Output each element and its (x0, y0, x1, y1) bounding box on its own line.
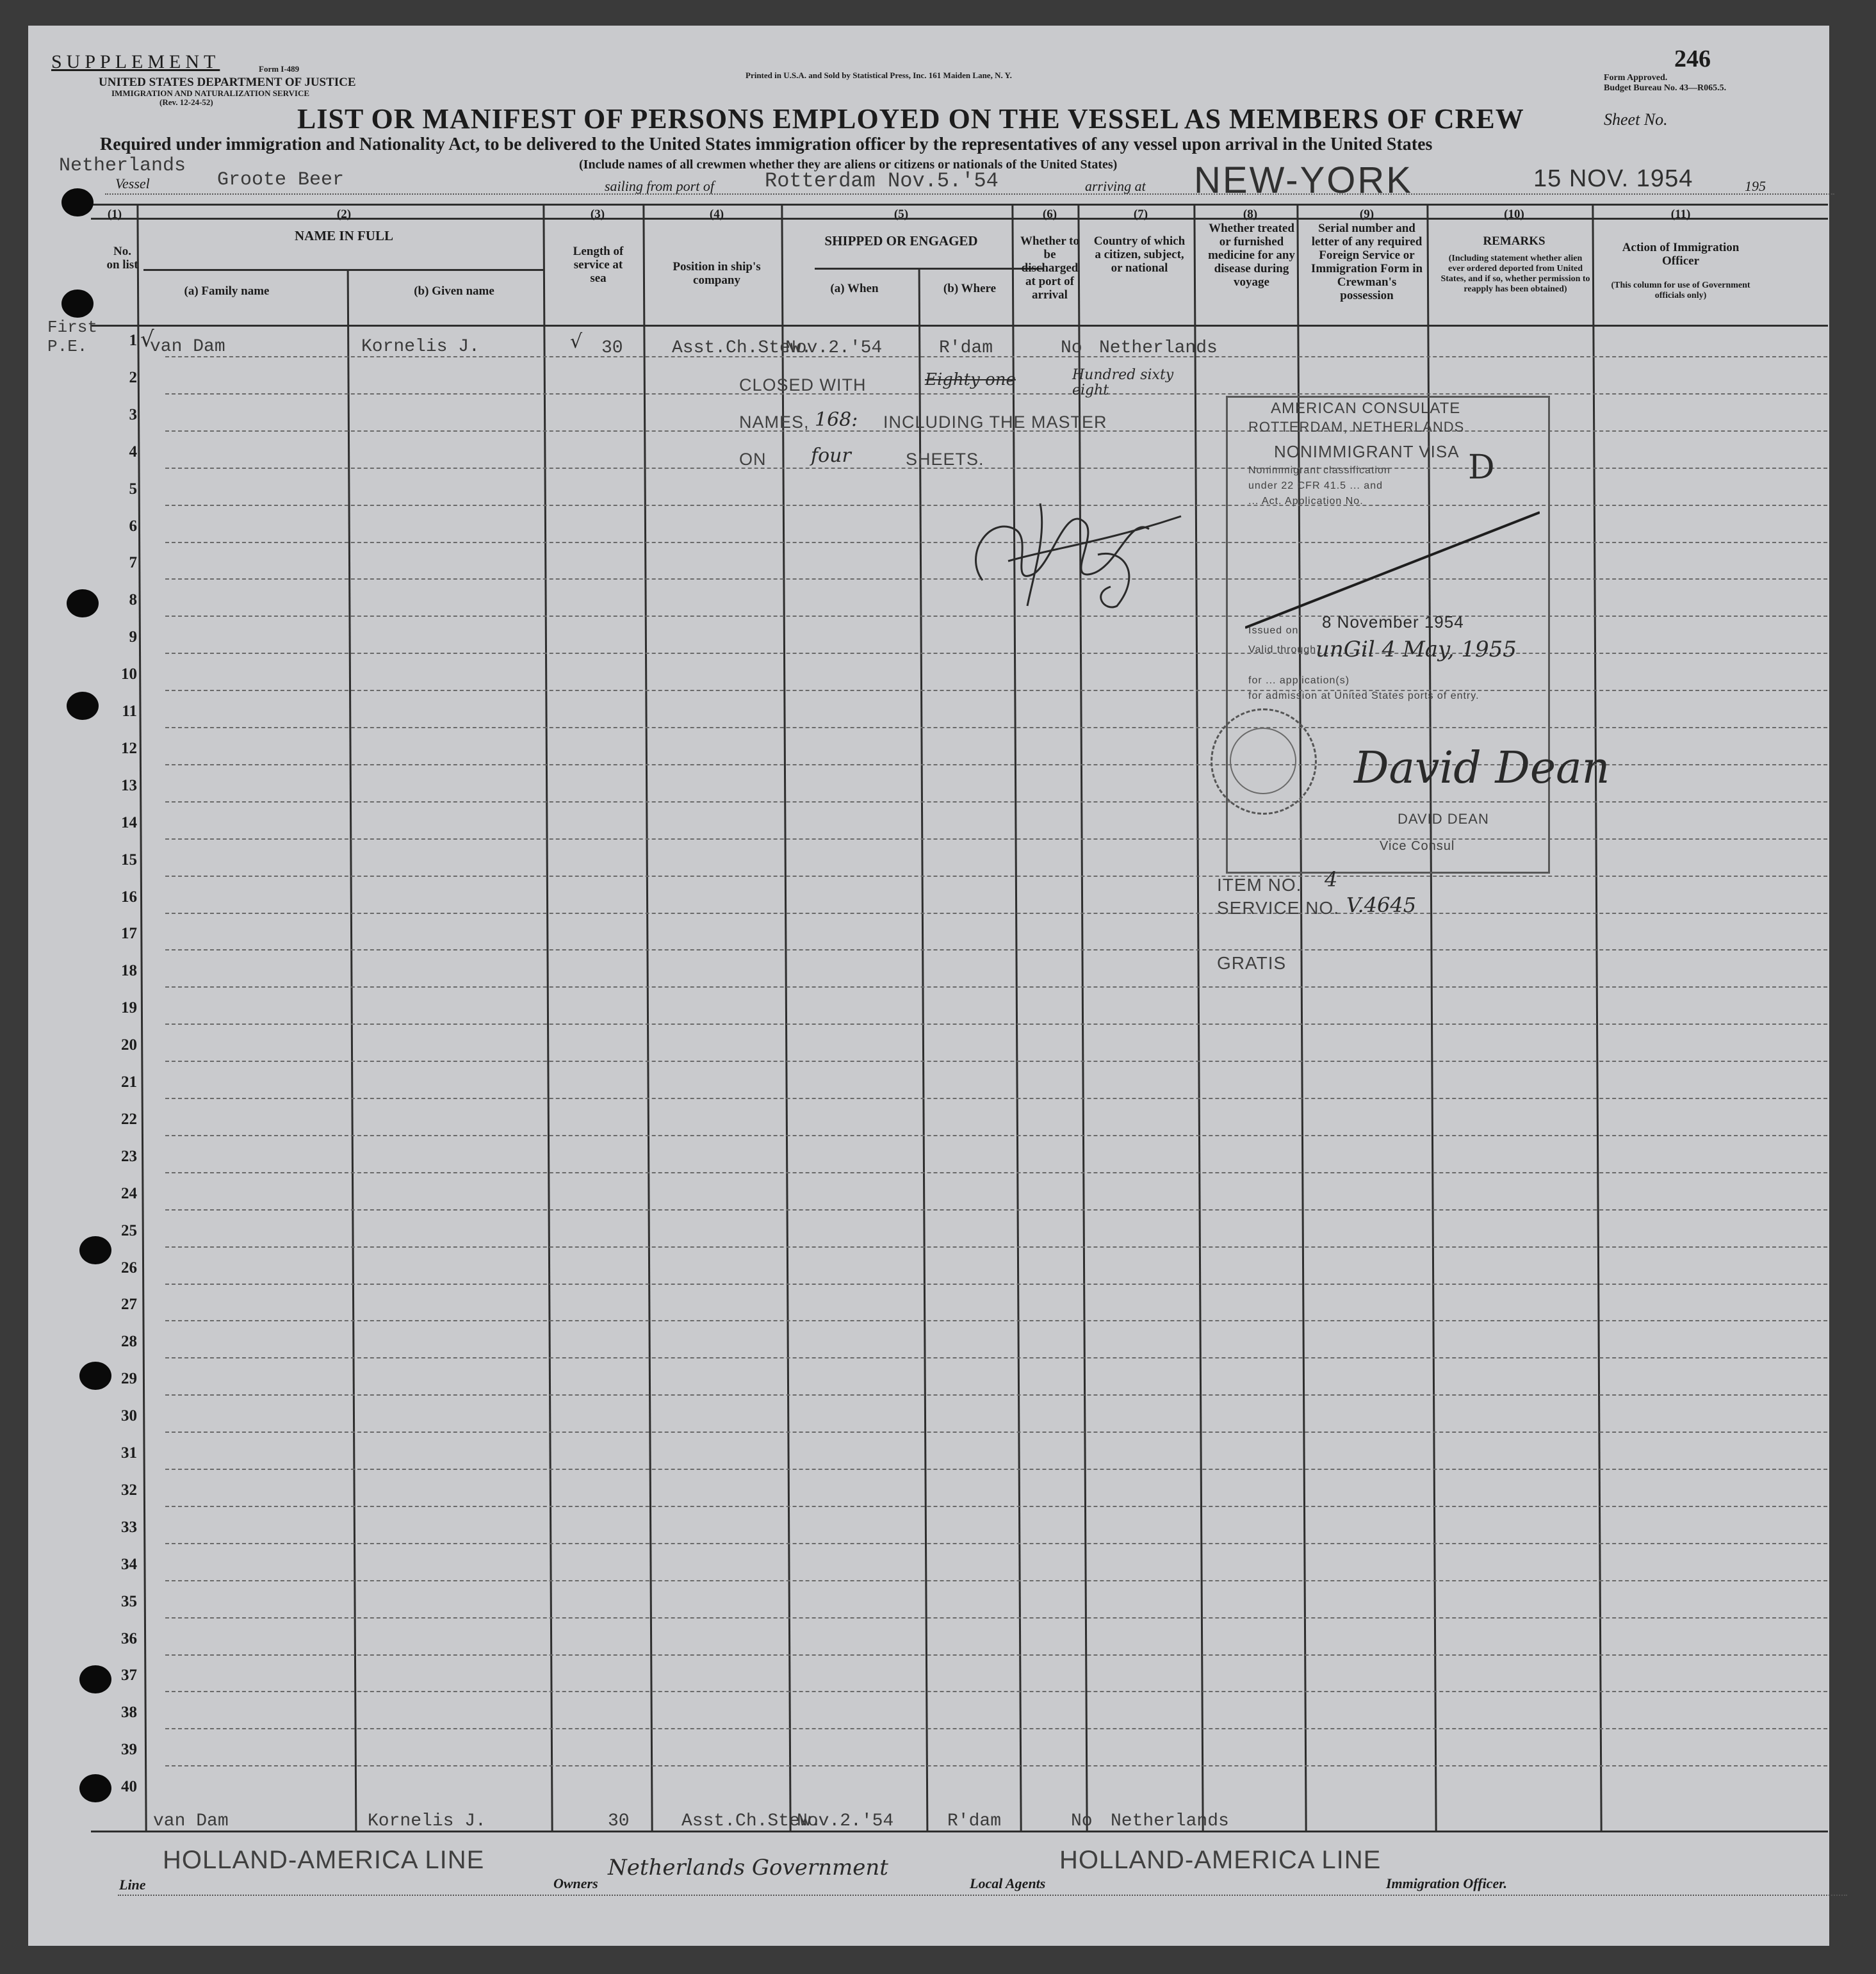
row-rule (165, 1209, 1827, 1211)
col-divider-5 (1011, 204, 1022, 1831)
row-rule (165, 1098, 1827, 1099)
row-number: 34 (121, 1555, 137, 1573)
row-rule (165, 1172, 1827, 1173)
row-number: 22 (121, 1110, 137, 1128)
col-divider-6 (1077, 204, 1088, 1831)
supplement-label: SUPPLEMENT (51, 51, 220, 72)
col5b-label: (b) Where (943, 282, 997, 295)
form-approved: Form Approved. (1604, 73, 1668, 83)
col11-number: (11) (1670, 208, 1691, 221)
sheet-page-number: 246 (1674, 45, 1711, 72)
col1-number: (1) (107, 208, 122, 221)
bottom-where: R'dam (947, 1811, 1002, 1831)
sheet-no-label: Sheet No. (1604, 110, 1668, 129)
row-rule (165, 913, 1827, 914)
col9-number: (9) (1359, 208, 1374, 221)
vessel-label: Vessel (115, 175, 150, 192)
col7-label: Country of which a citizen, subject, or national (1093, 234, 1186, 275)
arrival-port-stamp: NEW-YORK (1194, 159, 1413, 201)
closed-with-label: CLOSED WITH (739, 375, 867, 395)
bottom-given-name: Kornelis J. (368, 1811, 486, 1831)
sheets-value: four (811, 445, 851, 467)
row-number: 4 (129, 443, 137, 461)
col-divider-7 (1193, 204, 1203, 1831)
on-label: ON (739, 450, 767, 469)
manifest-note: (Include names of all crewmen whether they are aliens or citizens or nationals of the United States) (579, 158, 1118, 172)
consul-title: Vice Consul (1380, 839, 1455, 853)
row-rule (165, 1506, 1827, 1507)
col3-label: Length of service at sea (573, 245, 624, 285)
row-number: 17 (121, 925, 137, 943)
row-rule (165, 838, 1827, 840)
names-value: 168: (815, 409, 858, 431)
footer-rule (118, 1895, 1847, 1896)
row-number: 6 (129, 517, 137, 535)
row-rule (165, 1617, 1827, 1619)
consul-signature: David Dean (1354, 743, 1610, 794)
row-rule (165, 1246, 1827, 1248)
row-rule (165, 876, 1827, 877)
row-number: 10 (121, 665, 137, 683)
col6-number: (6) (1042, 208, 1057, 221)
col7-number: (7) (1133, 208, 1148, 221)
issued-date: 8 November 1954 (1322, 612, 1464, 632)
row-rule (165, 1580, 1827, 1581)
punch-hole (67, 589, 99, 617)
sailing-port-date: Rotterdam Nov.5.'54 (765, 169, 999, 193)
row-number: 9 (129, 628, 137, 646)
owners-label: Owners (553, 1875, 598, 1891)
col2-label: NAME IN FULL (294, 228, 393, 243)
arrival-date-stamp: 15 NOV. 1954 (1533, 165, 1693, 192)
row-number: 37 (121, 1667, 137, 1684)
punch-hole (79, 1362, 111, 1390)
sailing-label: sailing from port of (605, 178, 714, 194)
row-number: 8 (129, 591, 137, 609)
col2-number: (2) (336, 208, 352, 221)
issued-label: Issued on (1248, 625, 1299, 636)
row-rule (165, 1432, 1827, 1433)
row-number: 7 (129, 554, 137, 572)
row-rule (165, 393, 1827, 395)
row-rule (165, 1543, 1827, 1544)
consulate-line-6: ... Act. Application No. (1248, 496, 1364, 507)
ports-line: for admission at United States ports of entry. (1248, 690, 1480, 701)
row-number: 38 (121, 1704, 137, 1722)
punch-hole (61, 290, 94, 318)
names-label: NAMES, (739, 412, 810, 432)
col8-number: (8) (1243, 208, 1258, 221)
item-no-label: ITEM NO. (1217, 875, 1302, 895)
consulate-line-1: AMERICAN CONSULATE (1271, 400, 1461, 417)
row-number: 28 (121, 1333, 137, 1351)
row-number: 18 (121, 962, 137, 980)
revision-date: (Rev. 12-24-52) (159, 97, 213, 107)
row-rule (165, 727, 1827, 728)
col5-number: (5) (893, 208, 909, 221)
consulate-line-3: NONIMMIGRANT VISA (1274, 442, 1460, 461)
manifest-subtitle: Required under immigration and Nationality Act, to be delivered to the United States immigration officer by the representatives of any vessel upon arrival in the United States (100, 135, 1433, 154)
row-number: 21 (121, 1073, 137, 1091)
row-rule (165, 1765, 1827, 1766)
entry-check-mark: √ (140, 327, 154, 352)
row-rule (165, 1024, 1827, 1025)
official-initials-signature (938, 478, 1207, 619)
row-rule (165, 468, 1827, 469)
row-number: 29 (121, 1370, 137, 1388)
line-label: Line (119, 1877, 146, 1893)
row-rule (165, 1394, 1827, 1396)
punch-hole (79, 1774, 111, 1802)
valid-date: unGil 4 May, 1955 (1316, 637, 1517, 662)
row-number: 16 (121, 888, 137, 906)
col4-number: (4) (709, 208, 724, 221)
bottom-when: Nov.2.'54 (797, 1811, 894, 1831)
arriving-label: arriving at (1085, 178, 1146, 194)
consulate-line-4: Nonimmigrant classification (1248, 465, 1391, 476)
item-no-value: 4 (1325, 867, 1338, 892)
department-name: UNITED STATES DEPARTMENT OF JUSTICE (99, 76, 356, 89)
line-value: HOLLAND-AMERICA LINE (163, 1846, 485, 1874)
row-number: 35 (121, 1592, 137, 1610)
service-no-value: V.4645 (1346, 893, 1417, 917)
row-rule (165, 1284, 1827, 1285)
col-divider-2a (347, 269, 357, 1831)
row-number: 33 (121, 1518, 137, 1536)
closed-struck-text: Eighty one (925, 370, 1016, 389)
row-number: 11 (122, 703, 137, 720)
budget-bureau: Budget Bureau No. 43—R065.5. (1604, 83, 1727, 93)
punch-hole (67, 692, 99, 720)
row-number: 3 (129, 405, 137, 423)
col8-label: Whether treated or furnished medicine for any disease during voyage (1208, 222, 1295, 289)
col-divider-4 (781, 204, 791, 1831)
valid-label: Valid through (1248, 644, 1317, 655)
row-number: 15 (121, 851, 137, 869)
entry-family-name: van Dam (150, 337, 225, 357)
entry-position: Asst.Ch.Stew. (672, 338, 812, 358)
row-number: 12 (121, 739, 137, 757)
col-divider-1 (136, 204, 147, 1831)
row-rule (165, 1061, 1827, 1062)
entry-discharged: No (1061, 338, 1082, 358)
entry-service: 30 (601, 338, 623, 358)
col5a-label: (a) When (830, 282, 879, 295)
service-check-mark: √ (570, 330, 583, 353)
col10-number: (10) (1504, 208, 1524, 221)
closed-handwritten-count: Hundred sixty eight (1072, 367, 1174, 398)
col-divider-5a (918, 269, 929, 1831)
including-master: INCLUDING THE MASTER (883, 412, 1107, 432)
consul-name: DAVID DEAN (1398, 811, 1489, 827)
col3-number: (3) (590, 208, 605, 221)
entry-given-name: Kornelis J. (361, 337, 480, 357)
row-number: 26 (121, 1259, 137, 1277)
row-number: 32 (121, 1481, 137, 1499)
manifest-title: LIST OR MANIFEST OF PERSONS EMPLOYED ON THE VESSEL AS MEMBERS OF CREW (297, 103, 1524, 135)
row-rule (165, 1691, 1827, 1692)
bottom-country: Netherlands (1111, 1811, 1229, 1831)
col2a-label: (a) Family name (184, 284, 270, 298)
row-number: 19 (121, 999, 137, 1017)
name-subheader-rule (143, 269, 544, 271)
owners-value: Netherlands Government (608, 1855, 888, 1880)
row-number: 20 (121, 1036, 137, 1054)
row-rule (165, 1357, 1827, 1358)
col1-label: No. on list (106, 245, 138, 272)
form-number: Form I-489 (259, 64, 300, 74)
row-number: 24 (121, 1184, 137, 1202)
col6-label: Whether to be discharged at port of arrival (1020, 234, 1079, 302)
printer-note: Printed in U.S.A. and Sold by Statistical Press, Inc. 161 Maiden Lane, N. Y. (746, 70, 1012, 80)
row-number: 5 (129, 480, 137, 498)
row-rule (165, 949, 1827, 950)
header-bottom-rule (91, 325, 1828, 327)
row-number: 27 (121, 1296, 137, 1314)
consulate-line-2: ROTTERDAM, NETHERLANDS (1248, 419, 1465, 435)
row-number: 13 (121, 776, 137, 794)
bottom-family-name: van Dam (153, 1811, 229, 1831)
entry-country: Netherlands (1099, 338, 1218, 358)
row-rule (165, 1654, 1827, 1656)
row-number: 2 (129, 368, 137, 386)
manifest-sheet (28, 26, 1829, 1946)
vessel-name: Groote Beer (217, 169, 345, 191)
entry-where: R'dam (939, 338, 993, 358)
punch-hole (61, 188, 94, 216)
row-number: 25 (121, 1221, 137, 1239)
row-number: 31 (121, 1444, 137, 1462)
immigration-officer-label: Immigration Officer. (1386, 1875, 1508, 1891)
seal-eagle-icon (1230, 728, 1296, 794)
row-number: 1 (129, 332, 137, 349)
row-rule (165, 1469, 1827, 1470)
year-label: 195 (1745, 178, 1766, 194)
col-divider-10 (1592, 204, 1602, 1831)
row-number: 30 (121, 1407, 137, 1425)
punch-hole (79, 1665, 111, 1693)
gratis-stamp: GRATIS (1217, 953, 1287, 973)
visa-class-letter: D (1468, 448, 1495, 487)
row-rule (165, 1135, 1827, 1136)
col11-label: Action of Immigration Officer (1622, 241, 1740, 268)
punch-hole (79, 1236, 111, 1264)
col11-note: (This column for use of Government officials only) (1611, 281, 1750, 300)
row-rule (165, 690, 1827, 691)
row-number: 23 (121, 1147, 137, 1165)
bottom-discharged: No (1071, 1811, 1093, 1831)
agents-label: Local Agents (970, 1875, 1046, 1891)
agents-value: HOLLAND-AMERICA LINE (1059, 1846, 1382, 1874)
col-divider-2 (542, 204, 553, 1831)
row-number: 14 (121, 813, 137, 831)
row-number: 36 (121, 1629, 137, 1647)
row-rule (165, 986, 1827, 988)
col10-note: (Including statement whether alien ever ordered deported from United States, and if so, whether permission to reapply has been obtained) (1440, 254, 1590, 294)
col4-label: Position in ship's company (673, 260, 761, 287)
vessel-line-rule (105, 193, 1834, 195)
shipped-subheader-rule (815, 268, 1044, 270)
service-no-label: SERVICE NO. (1217, 898, 1339, 918)
bottom-service: 30 (608, 1811, 630, 1831)
margin-note-pe: P.E. (47, 337, 88, 356)
applications-line: for ... application(s) (1248, 675, 1350, 686)
col9-label: Serial number and letter of any required Foreign Service or Immigration Form in Crewman's possession (1310, 222, 1423, 302)
col2b-label: (b) Given name (414, 284, 494, 298)
col10-label: REMARKS (1483, 234, 1546, 248)
entry-when: Nov.2.'54 (785, 338, 883, 358)
row-rule (165, 801, 1827, 803)
margin-note-first: First (47, 318, 98, 337)
consulate-line-5: under 22 CFR 41.5 ... and (1248, 480, 1383, 491)
row-number: 39 (121, 1741, 137, 1759)
row-number: 40 (121, 1778, 137, 1796)
col-divider-3 (642, 204, 653, 1831)
row-rule (165, 653, 1827, 654)
service-name: IMMIGRATION AND NATURALIZATION SERVICE (111, 88, 310, 98)
row-rule (165, 1728, 1827, 1729)
table-top-rule (91, 204, 1828, 206)
col5-label: SHIPPED OR ENGAGED (824, 233, 978, 249)
row-rule (165, 1320, 1827, 1321)
bottom-position: Asst.Ch.Stew. (681, 1811, 822, 1831)
sheets-label: SHEETS. (906, 450, 984, 469)
vessel-flag: Netherlands (59, 155, 186, 177)
